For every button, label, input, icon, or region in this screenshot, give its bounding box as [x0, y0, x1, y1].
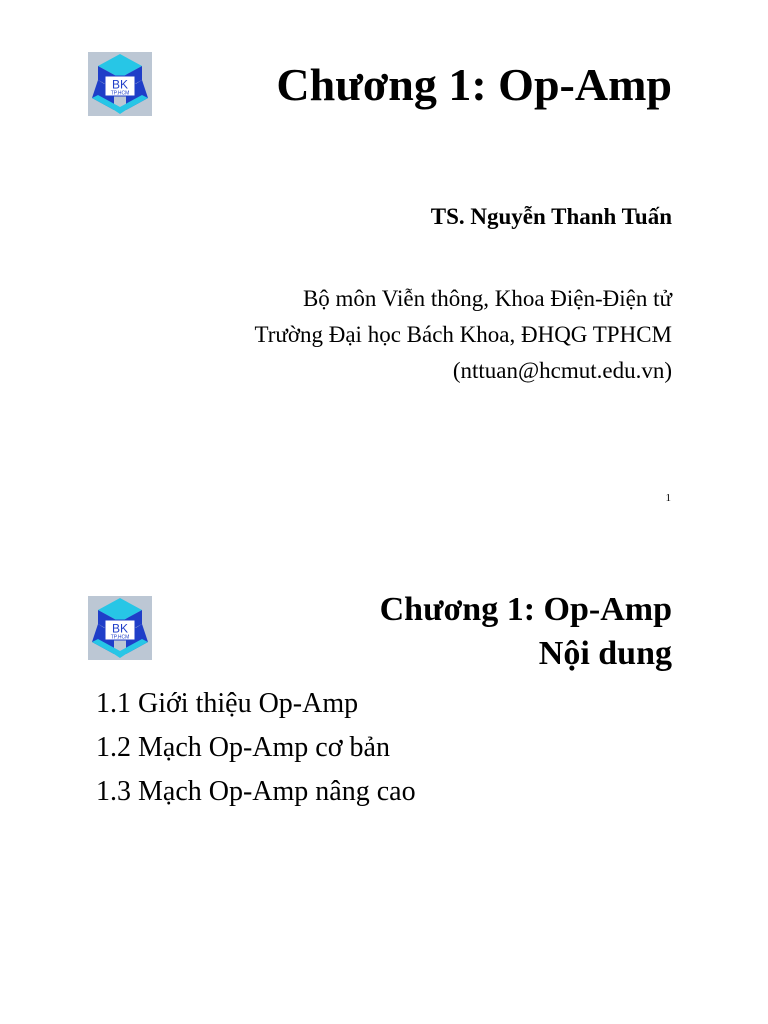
slide-title-contents: Nội dung [538, 635, 672, 672]
svg-text:BK: BK [111, 77, 129, 92]
bk-university-logo [88, 596, 152, 660]
svg-text:TP.HCM: TP.HCM [110, 90, 130, 97]
svg-text:TP.HCM: TP.HCM [110, 634, 130, 641]
bk-university-logo [88, 52, 152, 116]
slide-title [380, 588, 672, 676]
table-of-contents [96, 682, 416, 814]
affiliation-block [254, 281, 672, 389]
toc-item: 1.1 Giới thiệu Op-Amp [96, 688, 359, 719]
page-number: 1 [665, 492, 671, 504]
slide-title-chapter: Chương 1: Op-Amp [379, 591, 672, 628]
svg-text:BK: BK [111, 621, 129, 636]
slide-title: Chương 1: Op-Amp [276, 59, 672, 110]
toc-item: 1.2 Mạch Op-Amp cơ bản [96, 732, 390, 763]
toc-item: 1.3 Mạch Op-Amp nâng cao [96, 776, 416, 807]
affiliation-university: Trường Đại học Bách Khoa, ĐHQG TPHCM [254, 322, 672, 347]
affiliation-department: Bộ môn Viễn thông, Khoa Điện-Điện tử [302, 286, 672, 311]
affiliation-email: (nttuan@hcmut.edu.vn) [452, 358, 672, 383]
author-name: TS. Nguyễn Thanh Tuấn [430, 204, 672, 229]
slide-2 [0, 512, 768, 1024]
